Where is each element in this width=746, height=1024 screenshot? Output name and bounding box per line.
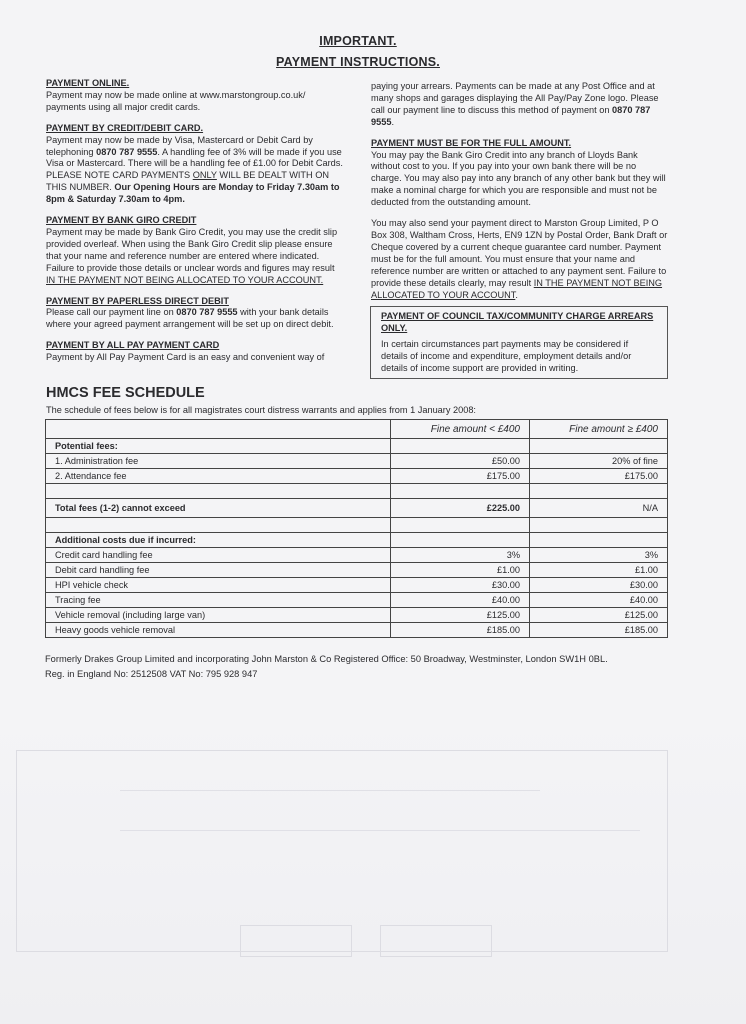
table-cell	[530, 518, 668, 533]
punctuation: .	[391, 116, 395, 127]
table-row	[46, 548, 668, 563]
fee-low: £50.00	[391, 454, 530, 469]
table-cell	[391, 533, 530, 548]
table-cell	[530, 484, 668, 499]
bleed-line	[120, 790, 540, 791]
schedule-title: HMCS FEE SCHEDULE	[46, 385, 205, 401]
section-text: Payment may be made by Bank Giro Credit, you may use the credit slip provided overleaf. When using the Bank Giro Credit slip please ensure that your name and reference number are entered where indicated. Failure to provide those details or unclear words and figures may result	[46, 226, 338, 273]
table-row	[46, 469, 668, 484]
section-text: . A handling fee of 3% will be made if you use Visa or Mastercard. There will be a handling fee of £1.00 for Debit Cards. PLEASE NOTE CARD PAYMENTS	[46, 146, 343, 181]
table-row	[46, 499, 668, 518]
row-label: Vehicle removal (including large van)	[46, 608, 391, 623]
table-cell	[391, 439, 530, 454]
section-heading: PAYMENT MUST BE FOR THE FULL AMOUNT.	[371, 137, 572, 148]
punctuation: .	[515, 289, 518, 300]
fee-high: £175.00	[530, 469, 668, 484]
row-label: 1. Administration fee	[46, 454, 391, 469]
section-heading: PAYMENT BY ALL PAY PAYMENT CARD	[46, 340, 220, 351]
table-row	[46, 533, 668, 548]
fee-low: £40.00	[391, 593, 530, 608]
table-row	[46, 623, 668, 638]
section-online	[46, 78, 346, 114]
table-cell	[46, 518, 391, 533]
table-row	[46, 518, 668, 533]
bleed-box	[240, 925, 352, 957]
section-text: Payment may now be made by Visa, Mastercard or Debit Card by telephoning	[46, 134, 313, 157]
column-header-low: Fine amount < £400	[391, 420, 530, 439]
table-cell	[46, 484, 391, 499]
page-title: IMPORTANT.	[319, 34, 397, 48]
phone-number: 0870 787 9555	[371, 104, 651, 127]
section-text: with your bank details where your agreed payment arrangement will be set up on direct debit.	[46, 307, 334, 330]
table-cell	[530, 439, 668, 454]
table-cell	[391, 484, 530, 499]
section-text: paying your arrears. Payments can be made at any Post Office and at many shops and garages displaying the All Pay/Pay Zone logo. Please call our payment line to discuss this method of payment on	[371, 81, 659, 115]
section-heading: PAYMENT ONLINE.	[46, 78, 130, 88]
section-heading: PAYMENT BY CREDIT/DEBIT CARD.	[46, 122, 204, 133]
section-text: Payment may now be made online at www.marstongroup.co.uk/ payments using all major credit cards.	[46, 89, 306, 112]
row-label: Tracing fee	[46, 593, 391, 608]
row-label: HPI vehicle check	[46, 578, 391, 593]
bleed-line	[120, 830, 640, 831]
table-row	[46, 563, 668, 578]
fee-low: £185.00	[391, 623, 530, 638]
row-label: Credit card handling fee	[46, 548, 391, 563]
fee-high: £30.00	[530, 578, 668, 593]
fee-low: £225.00	[391, 499, 530, 518]
row-label: Additional costs due if incurred:	[46, 533, 391, 548]
table-row	[46, 593, 668, 608]
fee-low: 3%	[391, 548, 530, 563]
section-text: Payment by All Pay Payment Card is an easy and convenient way of	[46, 352, 325, 363]
footer-line: Reg. in England No: 2512508 VAT No: 795 928 947	[45, 668, 258, 679]
fee-low: £30.00	[391, 578, 530, 593]
row-label: Debit card handling fee	[46, 563, 391, 578]
table-cell	[530, 533, 668, 548]
row-label: Total fees (1-2) cannot exceed	[46, 499, 391, 518]
section-text: You may also send your payment direct to Marston Group Limited, P O Box 308, Waltham Cross, Herts, EN9 1ZN by Postal Order, Bank Draft or Cheque covered by a current cheque guarantee card number. Payment must be for the full amount. You must ensure that your name and reference number are written or attached to any payment sent. Failure to provide these details clearly, may result	[371, 218, 668, 288]
row-label: Heavy goods vehicle removal	[46, 623, 391, 638]
section-allpay	[46, 340, 346, 364]
allocation-warning: IN THE PAYMENT NOT BEING ALLOCATED TO YOUR ACCOUNT	[371, 277, 663, 300]
section-text: Please call our payment line on	[46, 307, 177, 318]
column-header-high: Fine amount ≥ £400	[530, 420, 668, 439]
allocation-warning: IN THE PAYMENT NOT BEING ALLOCATED TO YOUR ACCOUNT.	[46, 274, 324, 285]
footer-line: Formerly Drakes Group Limited and incorporating John Marston & Co Registered Office: 50 Broadway, Westminster, London SW1H 0BL.	[45, 654, 608, 664]
bleed-slip-outline	[16, 750, 668, 952]
section-text: WILL BE DEALT WITH ON THIS NUMBER.	[46, 170, 330, 193]
table-row	[46, 608, 668, 623]
section-direct-debit	[46, 296, 346, 332]
phone-number: 0870 787 9555	[96, 146, 158, 157]
table-row	[46, 484, 668, 499]
opening-hours: Our Opening Hours are Monday to Friday 7.30am to 8pm & Saturday 7.30am to 4pm.	[46, 182, 340, 205]
table-row	[46, 454, 668, 469]
reverse-side-bleed	[0, 700, 746, 1024]
fee-high: £40.00	[530, 593, 668, 608]
section-heading: PAYMENT BY PAPERLESS DIRECT DEBIT	[46, 295, 229, 306]
fee-schedule-table	[45, 419, 668, 638]
fee-low: £175.00	[391, 469, 530, 484]
fee-high: £125.00	[530, 608, 668, 623]
left-column	[46, 78, 346, 373]
page-subtitle: PAYMENT INSTRUCTIONS.	[276, 55, 440, 69]
table-cell	[46, 420, 391, 439]
row-label: Potential fees:	[46, 439, 391, 454]
table-header-row	[46, 420, 668, 439]
table-cell	[391, 518, 530, 533]
table-row	[46, 439, 668, 454]
section-text: You may pay the Bank Giro Credit into any branch of Lloyds Bank without cost to you. If you pay into your own bank there will be no charge. You may also pay into any branch of any other bank but they will make a nominal charge for which you are responsible and must not be deducted from the outstanding amount.	[371, 149, 666, 208]
fee-low: £1.00	[391, 563, 530, 578]
section-text: In certain circumstances part payments may be considered if details of income and expenditure, employment details and/or details of income support are provided in writing.	[381, 338, 632, 373]
section-heading: PAYMENT BY BANK GIRO CREDIT	[46, 215, 197, 226]
council-tax-box	[370, 306, 668, 379]
phone-number: 0870 787 9555	[176, 307, 238, 318]
fee-high: N/A	[530, 499, 668, 518]
table-row	[46, 578, 668, 593]
section-full-amount	[371, 138, 669, 209]
section-giro	[46, 215, 346, 286]
fee-high: 3%	[530, 548, 668, 563]
section-heading: PAYMENT OF COUNCIL TAX/COMMUNITY CHARGE ARREARS ONLY.	[381, 311, 654, 333]
schedule-intro: The schedule of fees below is for all magistrates court distress warrants and applies from 1 January 2008:	[46, 405, 476, 415]
fee-high: £1.00	[530, 563, 668, 578]
section-postal	[371, 218, 669, 301]
emphasis-only: ONLY	[192, 170, 217, 181]
right-column	[371, 81, 669, 310]
section-allpay-continued	[371, 81, 669, 129]
fee-high: £185.00	[530, 623, 668, 638]
section-card	[46, 123, 346, 206]
bleed-box	[380, 925, 492, 957]
fee-high: 20% of fine	[530, 454, 668, 469]
company-footer	[45, 652, 608, 681]
fee-low: £125.00	[391, 608, 530, 623]
row-label: 2. Attendance fee	[46, 469, 391, 484]
